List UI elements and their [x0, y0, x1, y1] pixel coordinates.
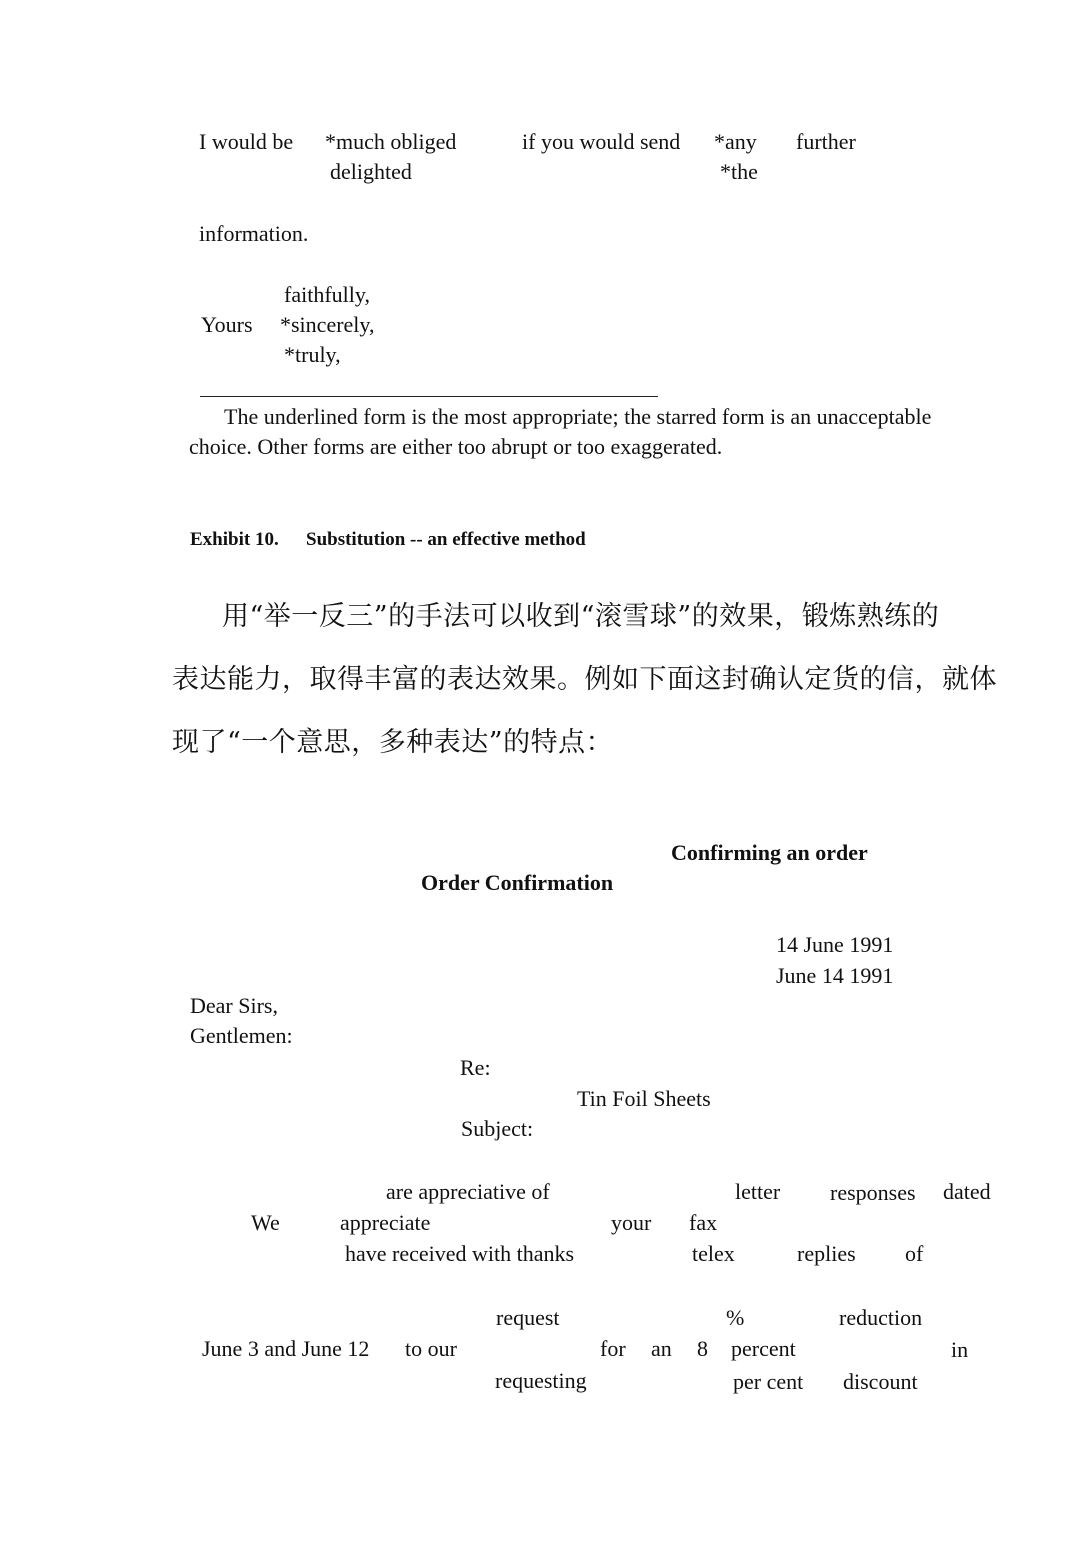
closing-faithfully: faithfully, [284, 282, 370, 307]
letter-heading-confirming: Confirming an order [671, 840, 868, 865]
letter-date-1: 14 June 1991 [776, 932, 894, 957]
option-replies: replies [797, 1241, 856, 1266]
option-discount: discount [843, 1369, 918, 1394]
text-your: your [611, 1210, 652, 1235]
letter-subject-text: Tin Foil Sheets [577, 1086, 711, 1111]
option-are-appreciative-of: are appreciative of [386, 1179, 550, 1204]
exhibit-number: Exhibit 10. [190, 529, 279, 550]
option-responses: responses [830, 1180, 916, 1205]
letter-date-2: June 14 1991 [776, 963, 894, 988]
chinese-paragraph-line-2: 表达能力，取得丰富的表达效果。例如下面这封确认定货的信，就体 [172, 664, 997, 695]
option-per-cent: per cent [733, 1369, 804, 1394]
text-if-you-would-send: if you would send [522, 129, 681, 154]
option-requesting: requesting [495, 1368, 587, 1393]
letter-heading-order-confirmation: Order Confirmation [421, 870, 614, 895]
letter-salutation-1: Dear Sirs, [190, 993, 278, 1018]
option-the: *the [720, 159, 758, 184]
text-we: We [251, 1210, 280, 1235]
text-to-our: to our [405, 1336, 457, 1361]
option-appreciate: appreciate [340, 1210, 431, 1235]
option-percent-symbol: % [726, 1305, 745, 1330]
chinese-paragraph-line-1: 用“举一反三”的手法可以收到“滚雪球”的效果，锻炼熟练的 [222, 601, 940, 632]
closing-sincerely: *sincerely, [280, 312, 375, 337]
exhibit-title: Substitution -- an effective method [306, 529, 586, 550]
chinese-paragraph-line-3: 现了“一个意思，多种表达”的特点： [172, 727, 614, 758]
option-much-obliged: *much obliged [325, 129, 457, 154]
letter-re-label: Re: [460, 1055, 491, 1080]
text-further: further [796, 129, 856, 154]
text-of: of [905, 1241, 924, 1266]
option-percent: percent [731, 1336, 796, 1361]
text-information: information. [199, 221, 309, 246]
footnote-line-2: choice. Other forms are either too abrupt or too exaggerated. [189, 434, 723, 459]
option-telex: telex [692, 1241, 735, 1266]
letter-salutation-2: Gentlemen: [190, 1023, 293, 1048]
option-have-received-with-thanks: have received with thanks [345, 1241, 575, 1266]
text-dated: dated [943, 1179, 991, 1204]
text-in: in [951, 1337, 969, 1362]
closing-truly: *truly, [284, 342, 341, 367]
option-fax: fax [689, 1210, 718, 1235]
option-delighted: delighted [330, 159, 412, 184]
text-dates: June 3 and June 12 [202, 1336, 370, 1361]
footnote-line-1: The underlined form is the most appropriate; the starred form is an unacceptable [224, 404, 932, 429]
option-request: request [496, 1305, 560, 1330]
option-reduction: reduction [839, 1305, 923, 1330]
text-for: for [600, 1336, 626, 1361]
text-an: an [651, 1336, 672, 1361]
letter-subject-label: Subject: [461, 1116, 534, 1141]
closing-yours: Yours [201, 312, 253, 337]
text-i-would-be: I would be [199, 129, 294, 154]
option-letter: letter [735, 1179, 781, 1204]
text-eight: 8 [697, 1336, 708, 1361]
footnote-divider [200, 396, 658, 397]
option-any: *any [714, 129, 757, 154]
